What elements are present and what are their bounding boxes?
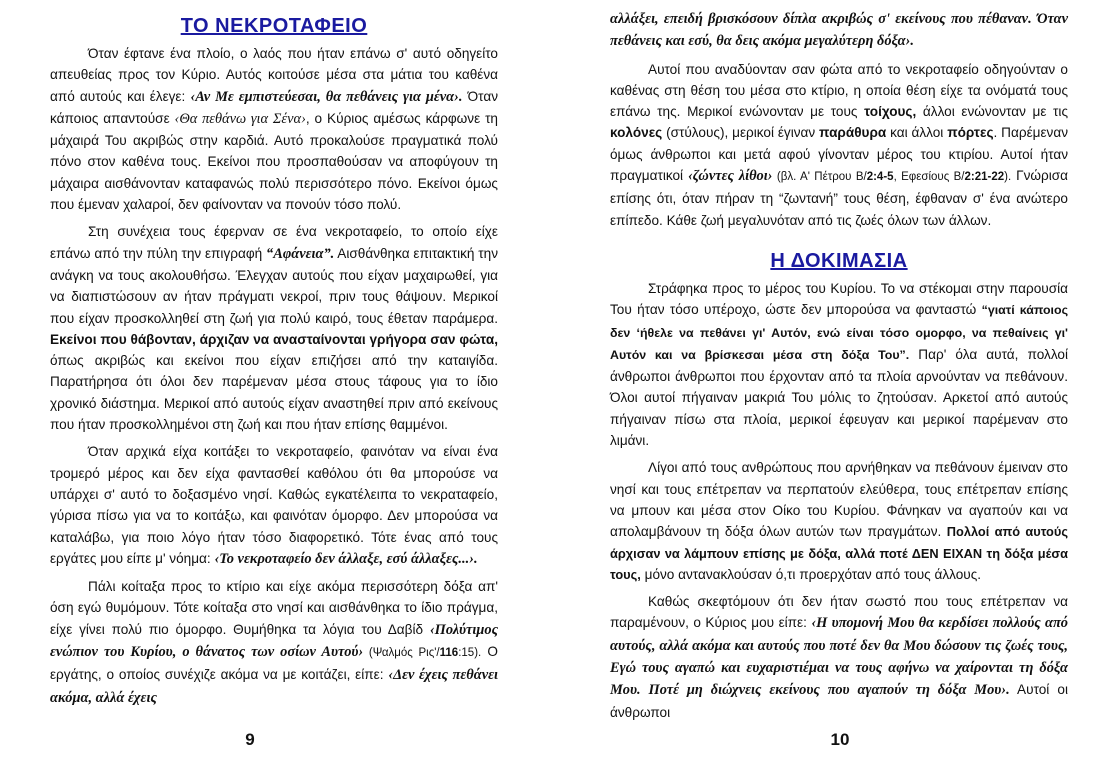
right-page [548, 0, 1096, 762]
paragraph-continuation: αλλάξει, επειδή βρισκόσουν δίπλα ακριβώς σ' εκείνους που πέθαναν. Όταν πεθάνεις και εσύ, θα δεις ακόμα μεγαλύτερη δόξα›. [610, 11, 1068, 50]
paragraph: Όταν αρχικά είχα κοιτάξει το νεκροταφείο, φαινόταν να είναι ένα τρομερό μέρος και δεν είχα φαντασθεί καθόλου ότι θα μπορούσε να υπάρχει σ' αυτό το δοξασμένο νησί. Καθώς εγκατέλειπα το νεκραταφείο, γύρισα πίσω για να το κοιτάξω, και φαινόταν όμορφο. Δεν μπορούσα να καταλάβω, για ποιο λόγο ήταν τόσο διαφορετικό. Τότε ένας από τους εργάτες μου είπε μ' νόημα: ‹Το νεκροταφείο δεν άλλαξε, εσύ άλλαξες...›. [50, 444, 498, 567]
page-number: 9 [245, 730, 255, 749]
page-number: 10 [830, 730, 850, 749]
chapter-title-cemetery: ΤΟ ΝΕΚΡΟΤΑΦΕΙΟ [180, 15, 368, 37]
paragraph: Πάλι κοίταξα προς το κτίριο και είχε ακόμα περισσότερη δόξα απ' όση εγώ θυμόμουν. Τότε κοίταξα στο νησί και αισθάνθηκα το ίδιο πράγμα, είχε γίνει πολύ πιο όμορφο. Θυμήθηκα τα λόγια του Δαβίδ ‹Πολύτιμος ενώπιον του Κυρίου, ο θάνατος των οσίων Αυτού› (Ψαλμός Ρις'/116:15). Ο εργάτης, ο οποίος συνέχιζε ακόμα να με κοιτάζει, είπε: ‹Δεν έχεις πεθάνει ακόμα, αλλά έχεις [50, 579, 499, 706]
paragraph: Όταν έφτανε ένα πλοίο, ο λαός που ήταν επάνω σ' αυτό οδηγείτο απευθείας προς τον Κύριο. Αυτός κοιτούσε μέσα στα μάτια του καθένα από αυτούς και έλεγε: ‹Αν Με εμπιστεύεσαι, θα πεθάνεις για μένα›. Όταν κάποιος απαντούσε ‹Θα πεθάνω για Σένα›, ο Κύριος αμέσως κάρφωνε τη μάχαιρά Του ακριβώς στην καρδιά. Αυτό προκαλούσε πραγματικά πολύ πόνο στον καθένα τους. Εκείνοι που προσπαθούσαν να αποφύγουν τη μάχαιρα αισθάνονταν καταφανώς πολύ περισσότερο πόνο. Εκείνοι όμως που έμεναν χαλαροί, δεν φαίνονταν να πονούν τόσο πολύ. [50, 46, 499, 213]
chapter-title-trial: Η ΔΟΚΙΜΑΣΙΑ [770, 249, 908, 272]
paragraph: Στη συνέχεια τους έφερναν σε ένα νεκροταφείο, το οποίο είχε επάνω από την πύλη την επιγραφή “Αφάνεια”. Αισθάνθηκα επιτακτική την ανάγκη να τους ακολουθήσω. Έλεγχαν αυτούς που είχαν μαχαιρωθεί, για να διαπιστώσουν αν ήταν πράγματι νεκροί, πριν τους θάψουν. Μερικοί που είχαν προσκολληθεί στη ζωή για πολύ καιρό, τους έθεταν παράμερα. Εκείνοι που θάβονταν, άρχιζαν να ανασταίνονται γρήγορα σαν φώτα, όπως ακριβώς και εκείνοι που είχαν επιζήσει από την καταιγίδα. Παρατήρησα ότι όλοι δεν παρέμεναν μέσα στους τάφους για το ίδιο χρονικό διάστημα. Μερικοί από αυτούς είχαν αναστηθεί πριν από εκείνους που ήταν προσκολλημένοι στη ζωή και που ήταν επίσης θαμμένοι. [50, 224, 498, 433]
paragraph: Αυτοί που αναδύονταν σαν φώτα από το νεκροταφείο οδηγούνταν ο καθένας στη θέση του μέσα στο κτίριο, η οποία θέση είχε τα ονόματά τους επάνω της. Μερικοί ενώνονταν με τους τοίχους, άλλοι ενώνονταν με τις κολόνες (στύλους), μερικοί έγιναν παράθυρα και άλλοι πόρτες. Παρέμεναν όμως άνθρωποι και μετά αφού γίνονταν μέρος του κτιρίου. Αυτοί ήταν πραγματικοί ‹ζώντες λίθοι› (βλ. Α' Πέτρου Β/2:4-5, Εφεσίους Β/2:21-22). Γνώρισα επίσης ότι, όταν πήραν τη “ζωντανή” τους θέση, έφθαναν σ' ένα ανώτερο επίπεδο. Κάθε ζωή μεγαλυνόταν από τις ζωές όλων των άλλων. [610, 61, 1069, 228]
paragraph: Στράφηκα προς το μέρος του Κυρίου. Το να στέκομαι στην παρουσία Του ήταν τόσο υπέροχο, ώστε δεν μπορούσα να φανταστώ “γιατί κάποιος δεν ‘ήθελε να πεθάνει γι' Αυτόν, ενώ είναι τόσο ομορφο, να πεθαίνεις γι' Αυτόν και να βρίσκεσαι μέσα στη δόξα Του”. Παρ' όλα αυτά, πολλοί άνθρωποι άνθρωποι που έρχονταν από τα πλοία αρνούνταν να πεθάνουν. Όλοι αυτοί πήγαιναν μακριά Του μόλις το ζητούσαν. Αρκετοί από αυτούς πήγαιναν πίσω στα πλοία, μερικοί έφευγαν και μερικοί παρέμεναν στο λιμάνι. [610, 280, 1069, 449]
paragraph: Λίγοι από τους ανθρώπους που αρνήθηκαν να πεθάνουν έμειναν στο νησί και τους επέτρεπαν να περπατούν ελεύθερα, τους επέτρεπαν επίσης να μπουν και μέσα στον Οίκο του Κυρίου. Φάνηκαν να αγαπούν και να απολαμβάνουν τη δόξα όλων αυτών των πραγμάτων. Πολλοί από αυτούς άρχισαν να λάμπουν επίσης με δόξα, αλλά ποτέ ΔΕΝ ΕΙΧΑΝ τη δόξα μέσα τους, μόνο αντανακλούσαν ό,τι προερχόταν από τους άλλους. [610, 460, 1068, 582]
paragraph: Καθώς σκεφτόμουν ότι δεν ήταν σωστό που τους επέτρεπαν να παραμένουν, ο Κύριος μου είπε: ‹Η υπομονή Μου θα κερδίσει πολλούς από αυτούς, αλλά ακόμα και αυτούς που ποτέ δεν θα Μου δώσουν τις ζωές τους, Εγώ τους αγαπώ και ευχαριστιέμαι να τους αφήνω να χαίρονται τη δόξα Μου. Ποτέ μη διώχνεις εκείνους που αγαπούν τη δόξα Μου›. Αυτοί οι άνθρωποι [610, 594, 1069, 720]
